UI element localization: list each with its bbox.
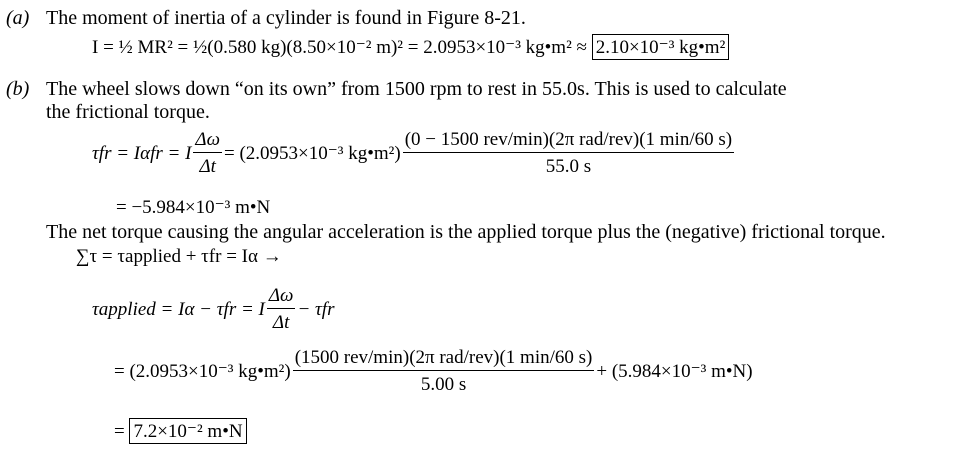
fraction-delta-omega-over-delta-t [193, 130, 222, 176]
fraction-numerator: Δω [193, 130, 222, 153]
fraction-angular-velocity-over-time [293, 348, 595, 394]
part-b-text-line1: The wheel slows down “on its own” from 1500 rpm to rest in 55.0s. This is used to calculate [46, 78, 787, 100]
fraction-numerator: (0 − 1500 rev/min)(2π rad/rev)(1 min/60 s) [403, 130, 734, 153]
eq2-lhs: τapplied = Iα − τfr = I [92, 298, 265, 320]
equation-applied-torque-substitution [114, 348, 753, 394]
fraction-denominator: 55.0 s [545, 156, 592, 177]
part-a-text: The moment of inertia of a cylinder is found in Figure 8-21. [46, 7, 526, 29]
final-answer-line [114, 422, 247, 441]
eq3-prefix: = (2.0953×10⁻³ kg•m²) [114, 360, 291, 382]
fraction-numerator: Δω [267, 286, 296, 309]
equation-frictional-torque [92, 130, 736, 176]
eq3-tail: + (5.984×10⁻³ m•N) [596, 360, 753, 382]
eq1-lhs: τfr = Iαfr = I [92, 142, 192, 164]
fraction-denominator: Δt [272, 312, 290, 333]
fraction-angular-velocity-change [403, 130, 734, 176]
fraction-denominator: 5.00 s [420, 374, 467, 395]
part-b-text-line2: the frictional torque. [46, 101, 210, 123]
part-b-label: (b) [6, 78, 30, 100]
fraction-numerator: (1500 rev/min)(2π rad/rev)(1 min/60 s) [293, 348, 595, 371]
fraction-denominator: Δt [199, 156, 216, 177]
boxed-answer-a: 2.10×10⁻³ kg•m² [592, 34, 730, 60]
fraction-delta-omega-over-delta-t [267, 286, 296, 332]
sum-of-torques-equation [76, 247, 282, 266]
sum-of-torques-text: ∑τ = τapplied + τfr = Iα → [76, 246, 282, 267]
eq1-mid: = (2.0953×10⁻³ kg•m²) [224, 142, 401, 164]
net-torque-text: The net torque causing the angular acceleration is the applied torque plus the (negative) frictional torque. [46, 221, 886, 243]
equation-applied-torque [92, 286, 334, 332]
equation-frictional-torque-result: = −5.984×10⁻³ m•N [116, 197, 271, 218]
eq2-tail: − τfr [297, 298, 335, 320]
boxed-answer-b: 7.2×10⁻² m•N [129, 418, 246, 444]
part-a-label: (a) [6, 7, 30, 29]
equation-moment-of-inertia [92, 38, 729, 57]
equation-moment-of-inertia-lhs: I = ½ MR² = ½(0.580 kg)(8.50×10⁻² m)² = 2.0953×10⁻³ kg•m² ≈ [92, 37, 587, 58]
eq4-prefix: = [114, 421, 125, 442]
